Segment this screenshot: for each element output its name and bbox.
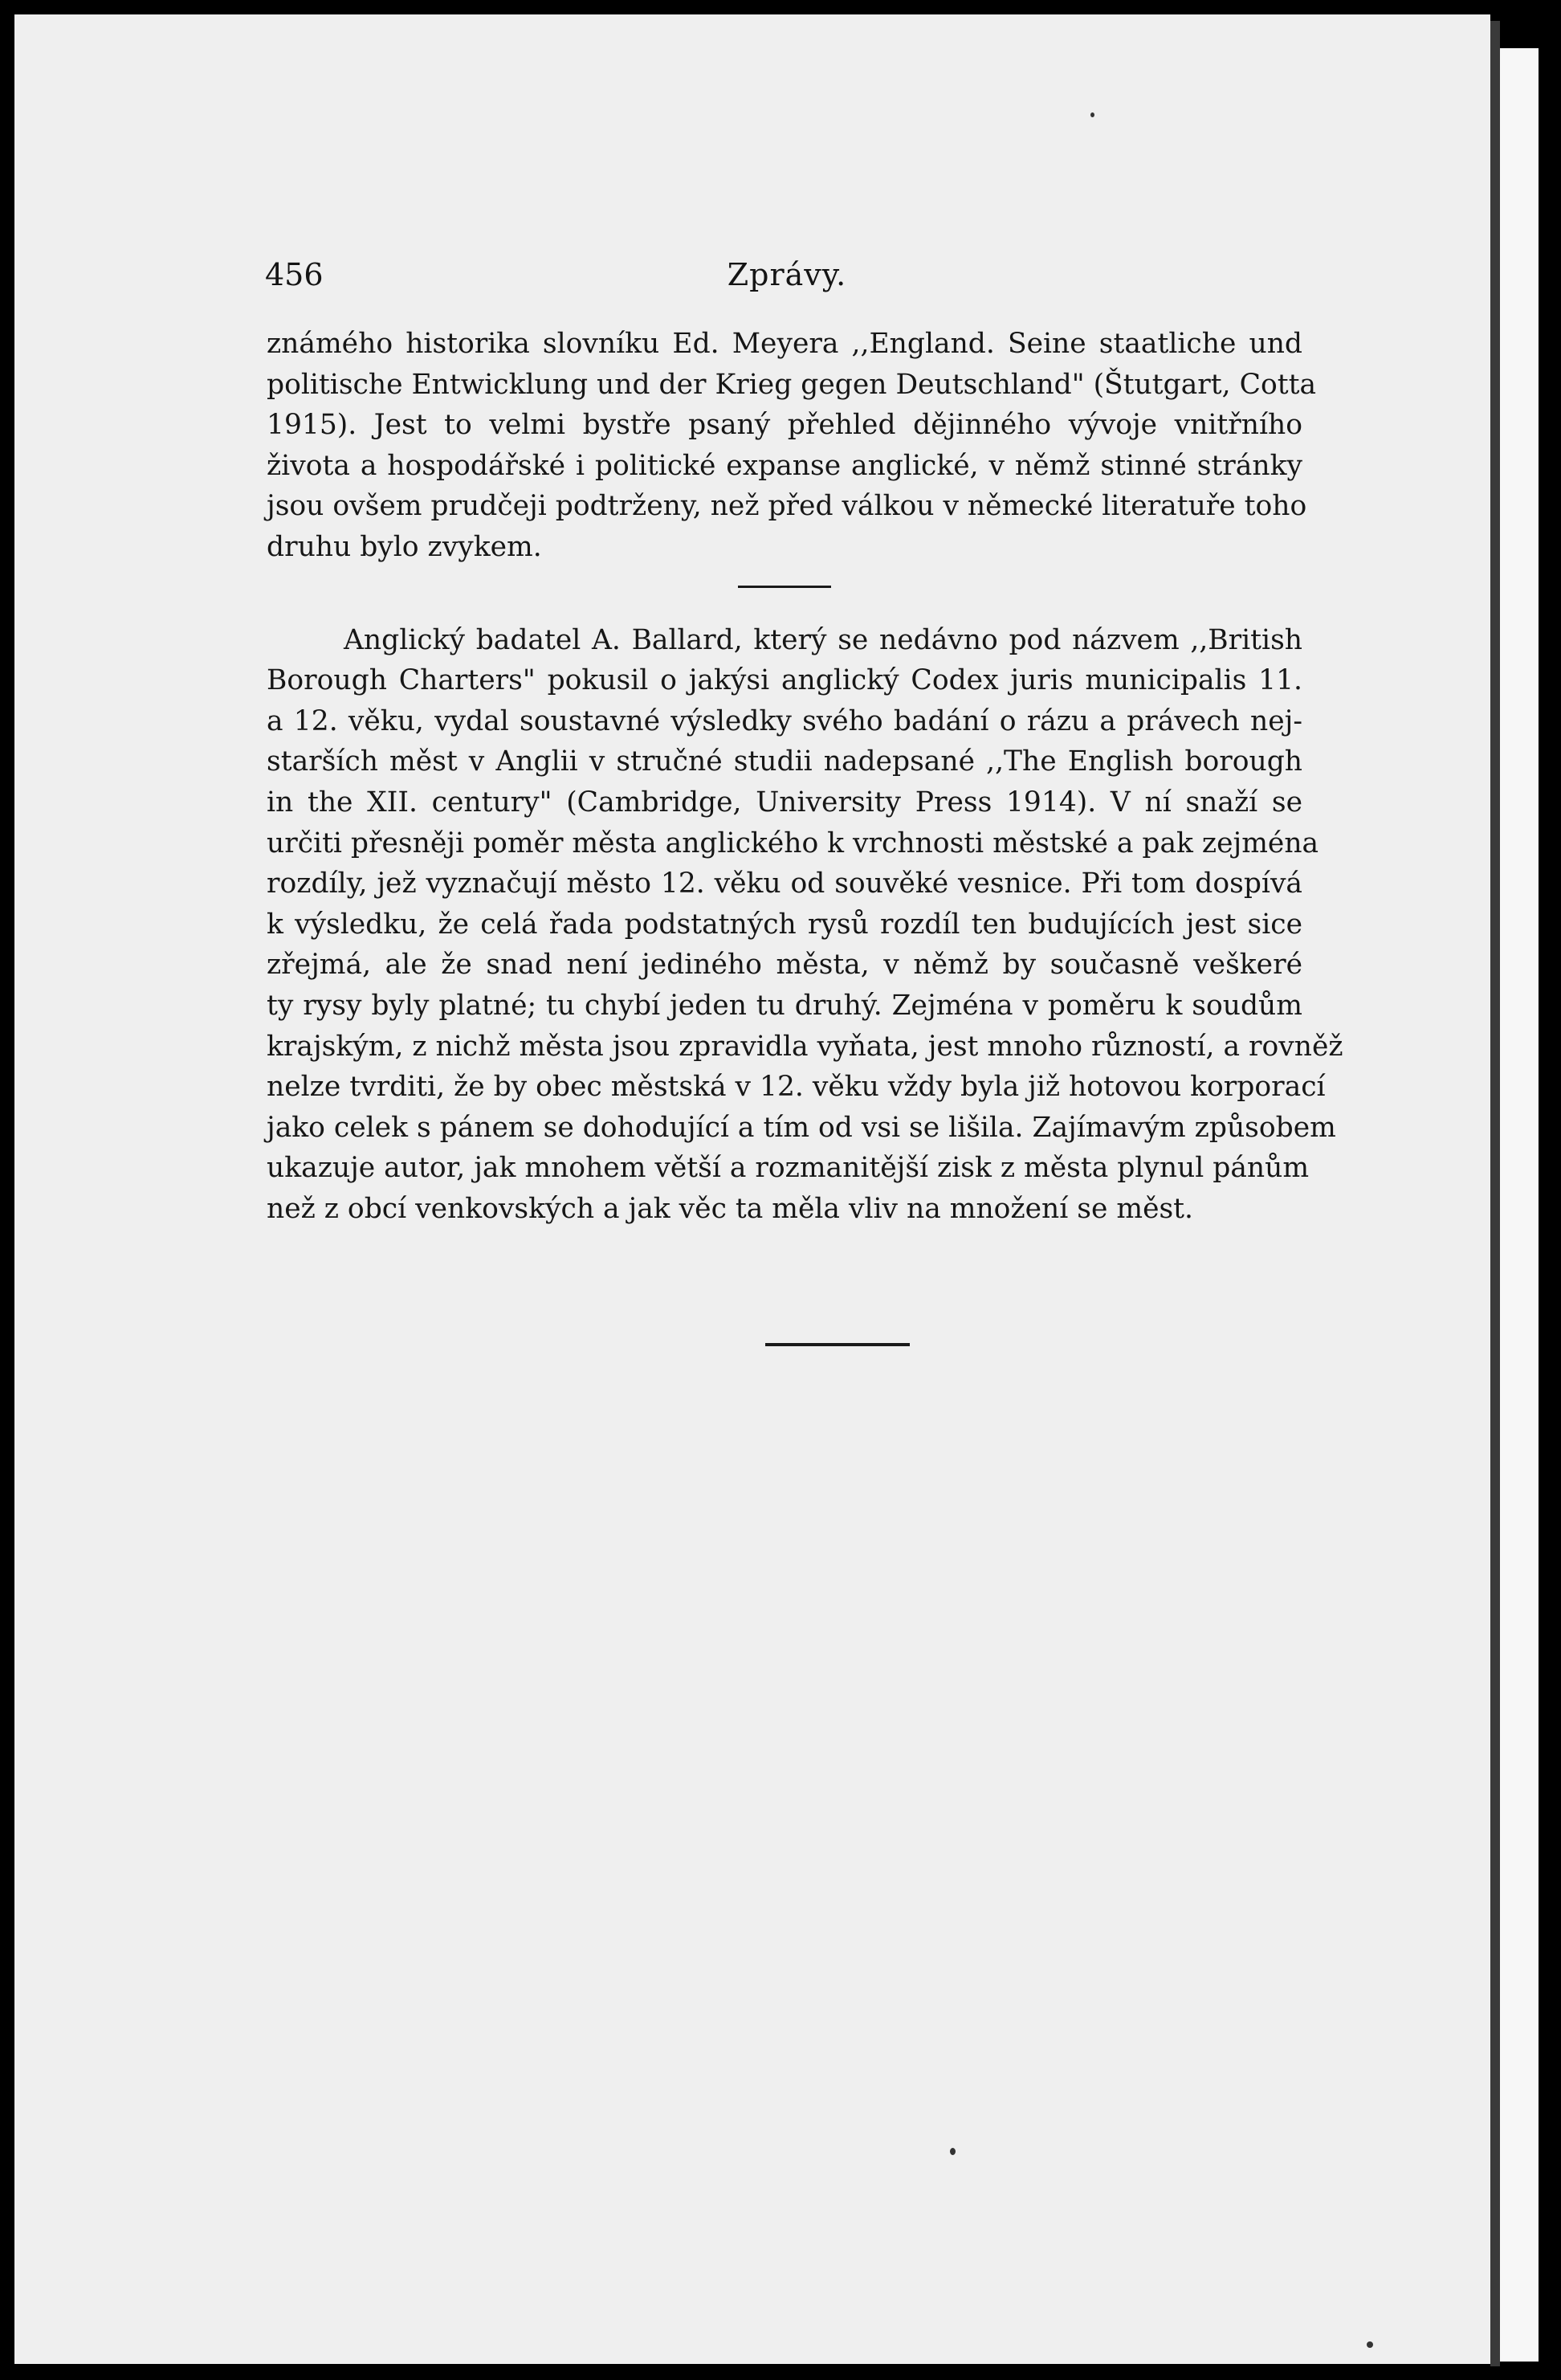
scanned-page: [14, 14, 1490, 2364]
page-header: [265, 257, 1309, 305]
paragraph-2: [267, 620, 1343, 1230]
text-line: druhu bylo zvykem.: [267, 530, 542, 563]
text-line: života a hospodářské i politické expanse anglické, v němž stinné stránky: [267, 449, 1302, 482]
text-line: starších měst v Anglii v stručné studii nadepsané ,,The English borough: [267, 745, 1302, 778]
text-line: a 12. věku, vydal soustavné výsledky svého badání o rázu a právech nej-: [267, 704, 1302, 737]
text-line: k výsledku, že celá řada podstatných rysů rozdíl ten budujících jest sice: [267, 908, 1302, 941]
text-line: krajským, z nichž města jsou zpravidla vyňata, jest mnoho růzností, a rovněž: [267, 1030, 1343, 1063]
text-line: politische Entwicklung und der Krieg gegen Deutschland" (Štutgart, Cotta: [267, 368, 1317, 401]
dust-speck: [1090, 112, 1094, 117]
page-number: 456: [265, 257, 324, 292]
text-line: nelze tvrditi, že by obec městská v 12. věku vždy byla již hotovou korporací: [267, 1071, 1326, 1104]
page-edge-shadow: [1490, 21, 1500, 2366]
running-head: Zprávy.: [727, 257, 847, 292]
text-line: zřejmá, ale že snad není jediného města, v němž by současně veškeré: [267, 949, 1302, 982]
section-divider: [738, 586, 831, 588]
text-line: určiti přesněji poměr města anglického k vrchnosti městské a pak zejména: [267, 827, 1319, 859]
text-line: známého historika slovníku Ed. Meyera ,,England. Seine staatliche und: [267, 328, 1302, 360]
body-text: [267, 324, 1343, 1229]
text-line: než z obcí venkovských a jak věc ta měla vliv na množení se měst.: [267, 1192, 1194, 1225]
text-line: in the XII. century" (Cambridge, University Press 1914). V ní snaží se: [267, 786, 1302, 819]
text-line: Borough Charters" pokusil o jakýsi anglický Codex juris municipalis 11.: [267, 664, 1302, 697]
end-rule: [765, 1343, 910, 1346]
text-line: jsou ovšem prudčeji podtrženy, než před válkou v německé literatuře toho: [267, 490, 1307, 523]
dust-speck: [950, 2148, 956, 2155]
text-line: rozdíly, jež vyznačují město 12. věku od souvěké vesnice. Při tom dospívá: [267, 867, 1302, 900]
next-page-edge: [1500, 48, 1539, 2362]
text-line: ty rysy byly platné; tu chybí jeden tu druhý. Zejména v poměru k soudům: [267, 989, 1302, 1022]
text-line: ukazuje autor, jak mnohem větší a rozmanitější zisk z města plynul pánům: [267, 1152, 1310, 1185]
text-line: jako celek s pánem se dohodující a tím od vsi se lišila. Zajímavým způsobem: [267, 1111, 1336, 1144]
text-line: Anglický badatel A. Ballard, který se nedávno pod názvem ,,British: [344, 623, 1302, 656]
paragraph-1: [267, 324, 1317, 568]
dust-speck: [1367, 2341, 1373, 2348]
text-line: 1915). Jest to velmi bystře psaný přehled dějinného vývoje vnitřního: [267, 409, 1302, 442]
